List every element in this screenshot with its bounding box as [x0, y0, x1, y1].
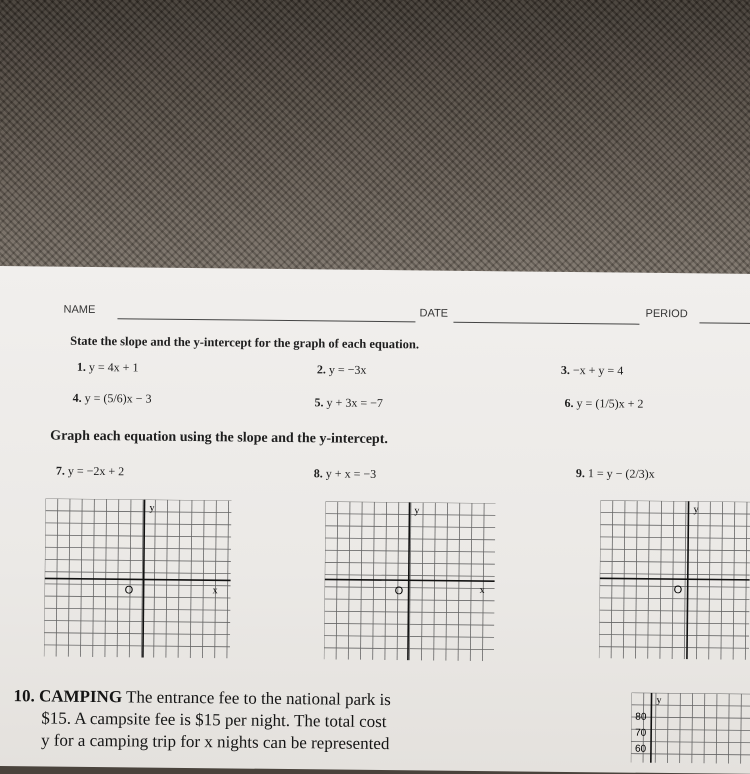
x-axis-label: x: [212, 585, 218, 597]
problem-9-equation: 1 = y − (2/3)x: [587, 466, 655, 481]
grid-line-horizontal: [632, 693, 750, 694]
grid-line-horizontal: [601, 500, 750, 502]
grid-line-horizontal: [599, 647, 749, 649]
problem-8: [314, 466, 376, 482]
problem-8-number: 8.: [313, 466, 323, 481]
y-axis: [651, 693, 652, 763]
grid-line-vertical: [667, 693, 668, 763]
problem-3-number: 3.: [560, 362, 571, 377]
grid-line-vertical: [716, 694, 717, 764]
graph-problem-7[interactable]: [44, 498, 232, 658]
problem-6-number: 6.: [564, 395, 574, 411]
problem-2: [317, 362, 367, 378]
date-field-line[interactable]: [453, 322, 639, 325]
grid-line-vertical: [631, 693, 632, 763]
section1-instruction: State the slope and the y-intercept for the graph of each equation.: [70, 333, 420, 352]
grid-line-horizontal: [44, 608, 230, 610]
graph-problem-9[interactable]: [599, 500, 750, 660]
grid-line-horizontal: [600, 525, 750, 527]
grid-line-horizontal: [45, 572, 231, 574]
y-axis-label: y: [414, 505, 420, 517]
problem-10-text-2: $15. A campsite fee is $15 per night. The total cost: [41, 708, 387, 732]
tick-label-70: 70: [635, 727, 647, 739]
grid-line-horizontal: [46, 498, 232, 500]
problem-7-equation: y = −2x + 2: [67, 463, 125, 479]
grid-line-horizontal: [600, 537, 750, 539]
problem-3-equation: −x + y = 4: [572, 363, 624, 378]
grid-line-horizontal: [45, 511, 231, 513]
worksheet-paper: [0, 266, 750, 774]
problem-6: [565, 396, 644, 412]
tick-label-60: 60: [634, 743, 647, 755]
grid-line-horizontal: [600, 561, 750, 563]
x-axis-label: x: [479, 585, 485, 597]
grid-line-horizontal: [599, 622, 749, 624]
grid-line-horizontal: [44, 620, 230, 622]
date-label: DATE: [419, 307, 449, 320]
problem-3: [561, 363, 623, 379]
problem-7: [56, 464, 124, 480]
grid-line-horizontal: [599, 634, 749, 636]
x-axis: [325, 579, 495, 581]
grid-line-horizontal: [45, 535, 231, 537]
grid-line-horizontal: [631, 754, 750, 755]
period-label: PERIOD: [645, 307, 688, 321]
y-axis-label: y: [656, 694, 662, 706]
grid-lines: [631, 693, 750, 764]
grid-line-horizontal: [600, 549, 750, 551]
grid-line-horizontal: [45, 559, 231, 561]
problem-10-text-3: y for a camping trip for x nights can be represented: [40, 730, 390, 754]
grid-line-horizontal: [45, 547, 231, 549]
section2-instruction: Graph each equation using the slope and the y-intercept.: [50, 428, 389, 448]
problem-10-title: CAMPING: [38, 686, 123, 707]
period-field-line[interactable]: [699, 322, 750, 324]
grid-line-horizontal: [44, 645, 230, 647]
grid-line-horizontal: [45, 523, 231, 525]
grid-line-horizontal: [600, 513, 750, 515]
problem-10-line1: [13, 686, 391, 710]
problem-9-number: 9.: [575, 466, 585, 481]
problem-5: [315, 395, 383, 411]
problem-2-number: 2.: [316, 362, 327, 377]
grid-line-horizontal: [45, 596, 231, 598]
grid-line-vertical: [692, 693, 693, 763]
x-axis: [600, 578, 750, 580]
grid-line-horizontal: [631, 717, 750, 718]
problem-10-number: 10.: [13, 686, 35, 706]
y-axis-label: y: [149, 502, 155, 514]
problem-4-number: 4.: [72, 390, 82, 405]
grid-line-horizontal: [631, 741, 750, 742]
name-label: NAME: [63, 303, 96, 317]
origin-label: O: [394, 585, 404, 598]
problem-2-equation: y = −3x: [328, 362, 367, 377]
problem-7-number: 7.: [55, 463, 65, 478]
problem-8-equation: y + x = −3: [325, 466, 377, 481]
grid-line-horizontal: [45, 584, 231, 586]
problem-1-number: 1.: [76, 359, 87, 374]
tick-label-80: 80: [635, 711, 647, 723]
grid-line-horizontal: [631, 729, 750, 730]
name-field-line[interactable]: [117, 318, 415, 322]
carpet-background: [0, 0, 750, 290]
problem-9: [576, 466, 655, 482]
x-axis: [45, 578, 231, 580]
y-axis-label: y: [693, 504, 699, 516]
problem-6-equation: y = (1/5)x + 2: [576, 396, 644, 411]
problem-1-equation: y = 4x + 1: [88, 359, 139, 375]
origin-label: O: [673, 584, 683, 597]
problem-4: [73, 391, 152, 407]
grid-line-vertical: [741, 694, 742, 764]
problem-5-number: 5.: [314, 395, 324, 410]
graph-problem-10[interactable]: [631, 693, 750, 764]
grid-line-vertical: [704, 693, 705, 763]
grid-line-horizontal: [600, 573, 750, 575]
problem-10-text-1: The entrance fee to the national park is: [125, 687, 391, 710]
graph-problem-8[interactable]: [324, 501, 496, 661]
origin-label: O: [124, 584, 134, 597]
grid-line-horizontal: [599, 610, 749, 612]
grid-line-vertical: [680, 693, 681, 763]
grid-line-horizontal: [44, 633, 230, 635]
grid-line-vertical: [728, 694, 729, 764]
grid-line-horizontal: [600, 598, 750, 600]
problem-5-equation: y + 3x = −7: [326, 395, 383, 411]
grid-line-horizontal: [631, 705, 750, 706]
problem-4-equation: y = (5/6)x − 3: [84, 390, 152, 406]
problem-1: [77, 360, 139, 376]
